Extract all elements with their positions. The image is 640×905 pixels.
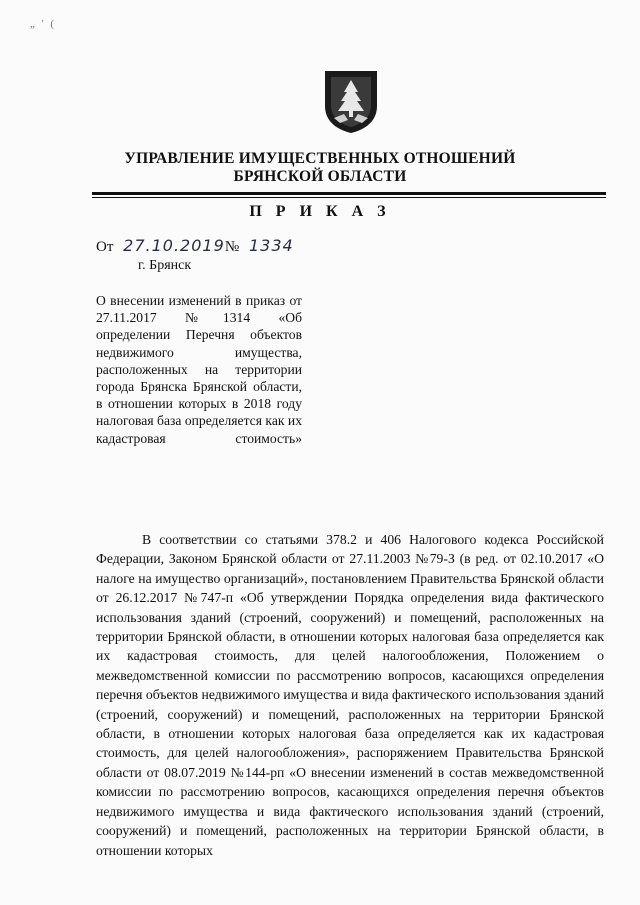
date-prefix: От <box>96 239 114 255</box>
subject-block: О внесении изменений в приказ от 27.11.2017 №1314 «Об определении Перечня объектов недвижимого имущества, расположенных на территории города Брянска Брянской области, в отношении которых в 2018 году налоговая база определяется как их кадастровая стоимость» <box>96 293 302 446</box>
body-paragraph: В соответствии со статьями 378.2 и 406 Налогового кодекса Российской Федерации, Законом Брянской области от 27.11.2003 №79-З (в ред. от 02.10.2017 «О налоге на имущество организаций», постановлением Правительства Брянской области от 26.12.2017 №747-п «Об утверждении Порядка определения вида фактического использования зданий (строений, сооружений) и помещений, расположенных на территории Брянской области, в отношении которых налоговая база определяется как их кадастровая стоимость, для целей налогообложения, Положением о межведомственной комиссии по рассмотрению вопросов, касающихся определения перечня объектов недвижимого имущества и вида фактического использования зданий (строений, сооружений) и помещений, расположенных на территории Брянской области, в отношении которых налоговая база определяется как их кадастровая стоимость, для целей налогообложения», распоряжением Правительства Брянской области от 08.07.2019 №144-рп «О внесении изменений в состав межведомственной комиссии по рассмотрению вопросов, касающихся определения перечня объектов недвижимого имущества и вида фактического использования зданий (строений, сооружений) и помещений, расположенных на территории Брянской области, в отношении которых <box>96 532 604 858</box>
date-number-line <box>96 236 294 256</box>
city: г. Брянск <box>138 258 192 273</box>
corner-mark: „ ' ( <box>30 18 57 30</box>
handwritten-number: 1334 <box>248 236 294 255</box>
header-rule-thick <box>92 192 606 195</box>
header-rule-thin <box>92 197 606 198</box>
document-type-title: П Р И К А З <box>249 203 391 220</box>
organization-name-line2: БРЯНСКОЙ ОБЛАСТИ <box>233 168 407 185</box>
organization-name-line1: УПРАВЛЕНИЕ ИМУЩЕСТВЕННЫХ ОТНОШЕНИЙ <box>124 150 516 167</box>
handwritten-date: 27.10.2019 <box>123 236 225 255</box>
coat-of-arms-icon <box>322 68 380 134</box>
number-sign: № <box>224 239 240 255</box>
